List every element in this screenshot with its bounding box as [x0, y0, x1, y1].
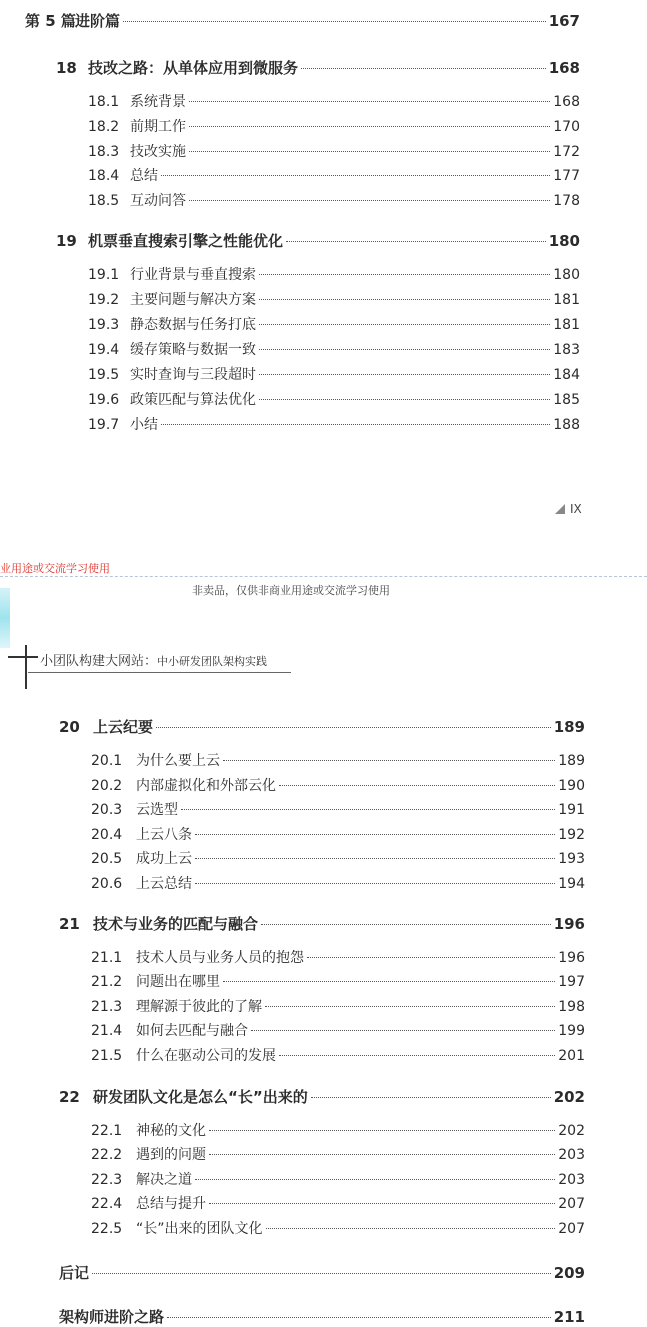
section-number: 19.6: [88, 392, 120, 408]
toc-section-row: [88, 314, 580, 334]
toc-section-row: [91, 996, 585, 1016]
section-title: 政策匹配与算法优化: [130, 392, 256, 408]
toc-section-row: [88, 289, 580, 309]
leader-dots: [161, 424, 550, 425]
leader-dots: [223, 981, 555, 982]
section-number: 19.4: [88, 342, 120, 358]
section-page: 181: [553, 317, 580, 333]
chapter-number: 19: [56, 232, 77, 250]
leader-dots: [286, 241, 546, 242]
toc-section-row: [88, 339, 580, 359]
section-page: 188: [553, 417, 580, 433]
backmatter-page: 211: [553, 1308, 585, 1326]
chapter-number: 18: [56, 59, 77, 77]
leader-dots: [195, 1179, 555, 1180]
section-title: 小结: [130, 417, 158, 433]
part-number: 第 5 篇: [25, 12, 76, 30]
leader-dots: [259, 274, 550, 275]
leader-dots: [259, 349, 550, 350]
section-page: 177: [553, 168, 580, 184]
toc-section-row: [91, 848, 585, 868]
chapter-title: 研发团队文化是怎么“长”出来的: [93, 1088, 308, 1106]
section-title: 上云总结: [136, 876, 192, 892]
leader-dots: [259, 299, 550, 300]
leader-dots: [209, 1154, 555, 1155]
leader-dots: [167, 1317, 551, 1318]
toc-chapter-row: [59, 913, 585, 934]
section-page: 192: [558, 827, 585, 843]
toc-section-row: [88, 389, 580, 409]
section-title: 行业背景与垂直搜索: [130, 267, 256, 283]
leader-dots: [156, 727, 551, 728]
section-title: 总结: [130, 168, 158, 184]
leader-dots: [259, 374, 550, 375]
section-number: 20.3: [91, 802, 123, 818]
toc-section-row: [88, 91, 580, 111]
section-page: 180: [553, 267, 580, 283]
section-number: 22.4: [91, 1196, 123, 1212]
section-number: 19.5: [88, 367, 120, 383]
section-page: 183: [553, 342, 580, 358]
toc-section-row: [88, 141, 580, 161]
section-number: 21.4: [91, 1023, 123, 1039]
section-number: 22.1: [91, 1123, 123, 1139]
section-title: 问题出在哪里: [136, 974, 220, 990]
chapter-title: 上云纪要: [93, 718, 154, 736]
chapter-title: 技术与业务的匹配与融合: [93, 915, 259, 933]
leader-dots: [209, 1130, 555, 1131]
section-title: 静态数据与任务打底: [130, 317, 256, 333]
toc-section-row: [88, 414, 580, 434]
toc-section-row: [91, 1120, 585, 1140]
leader-dots: [311, 1097, 551, 1098]
leader-dots: [223, 760, 555, 761]
section-number: 20.6: [91, 876, 123, 892]
section-number: 21.5: [91, 1048, 123, 1064]
toc-section-row: [91, 775, 585, 795]
page-divider: [0, 576, 647, 577]
section-title: 主要问题与解决方案: [130, 292, 256, 308]
section-number: 20.5: [91, 851, 123, 867]
leader-dots: [279, 1055, 555, 1056]
header-rule-horizontal: [8, 656, 38, 658]
section-page: 190: [558, 778, 585, 794]
section-title: 神秘的文化: [136, 1123, 206, 1139]
corner-triangle-icon: [555, 504, 565, 514]
section-number: 22.3: [91, 1172, 123, 1188]
chapter-page: 189: [553, 718, 585, 736]
backmatter-page: 209: [553, 1264, 585, 1282]
section-title: 技术人员与业务人员的抱怨: [136, 950, 304, 966]
watermark-red: 业用途或交流学习使用: [0, 562, 110, 575]
toc-section-row: [91, 799, 585, 819]
section-title: 上云八条: [136, 827, 192, 843]
toc-section-row: [91, 1193, 585, 1213]
toc-section-row: [91, 1045, 585, 1065]
leader-dots: [265, 1006, 555, 1007]
leader-dots: [261, 924, 551, 925]
section-title: 技改实施: [130, 144, 186, 160]
section-page: 185: [553, 392, 580, 408]
chapter-page: 168: [548, 59, 580, 77]
section-number: 19.7: [88, 417, 120, 433]
toc-chapter-row: [56, 57, 580, 78]
chapter-title: 机票垂直搜索引擎之性能优化: [88, 232, 284, 250]
backmatter-title: 后记: [59, 1264, 90, 1282]
leader-dots: [195, 834, 555, 835]
section-title: 总结与提升: [136, 1196, 206, 1212]
section-title: 什么在驱动公司的发展: [136, 1048, 276, 1064]
leader-dots: [189, 101, 550, 102]
toc-section-row: [91, 1020, 585, 1040]
section-number: 20.1: [91, 753, 123, 769]
section-page: 172: [553, 144, 580, 160]
leader-dots: [307, 957, 555, 958]
leader-dots: [279, 785, 555, 786]
toc-section-row: [88, 190, 580, 210]
section-title: 实时查询与三段超时: [130, 367, 256, 383]
section-title: 内部虚拟化和外部云化: [136, 778, 276, 794]
section-title: 成功上云: [136, 851, 192, 867]
toc-section-row: [88, 165, 580, 185]
toc-section-row: [88, 116, 580, 136]
section-title: 系统背景: [130, 94, 186, 110]
toc-chapter-row: [59, 1086, 585, 1107]
section-page: 168: [553, 94, 580, 110]
chapter-page: 202: [553, 1088, 585, 1106]
section-page: 203: [558, 1172, 585, 1188]
toc-section-row: [91, 1218, 585, 1238]
chapter-number: 20: [59, 718, 80, 736]
toc-section-row: [88, 364, 580, 384]
toc-section-row: [91, 971, 585, 991]
running-header-title: 小团队构建大网站：: [40, 654, 158, 669]
leader-dots: [195, 883, 555, 884]
section-number: 19.1: [88, 267, 120, 283]
section-page: 194: [558, 876, 585, 892]
running-header: [40, 650, 267, 669]
section-title: 前期工作: [130, 119, 186, 135]
section-number: 18.4: [88, 168, 120, 184]
toc-section-row: [91, 824, 585, 844]
leader-dots: [251, 1030, 555, 1031]
section-page: 170: [553, 119, 580, 135]
section-page: 197: [558, 974, 585, 990]
leader-dots: [181, 809, 555, 810]
leader-dots: [259, 399, 550, 400]
section-page: 202: [558, 1123, 585, 1139]
section-number: 19.2: [88, 292, 120, 308]
section-number: 20.4: [91, 827, 123, 843]
scan-edge-mark: [0, 588, 10, 648]
section-page: 193: [558, 851, 585, 867]
toc-backmatter-row: [59, 1262, 585, 1283]
leader-dots: [189, 200, 550, 201]
section-number: 21.3: [91, 999, 123, 1015]
section-number: 22.2: [91, 1147, 123, 1163]
section-page: 181: [553, 292, 580, 308]
leader-dots: [161, 175, 550, 176]
leader-dots: [123, 21, 546, 22]
section-page: 203: [558, 1147, 585, 1163]
header-underline: [28, 672, 291, 673]
section-title: 云选型: [136, 802, 178, 818]
folio-number: IX: [570, 502, 582, 516]
toc-chapter-row: [59, 716, 585, 737]
section-page: 199: [558, 1023, 585, 1039]
running-header-subtitle: 中小研发团队架构实践: [157, 655, 268, 668]
section-page: 207: [558, 1221, 585, 1237]
chapter-number: 22: [59, 1088, 80, 1106]
leader-dots: [209, 1203, 555, 1204]
section-page: 207: [558, 1196, 585, 1212]
section-page: 198: [558, 999, 585, 1015]
section-title: 缓存策略与数据一致: [130, 342, 256, 358]
section-number: 20.2: [91, 778, 123, 794]
backmatter-title: 架构师进阶之路: [59, 1308, 165, 1326]
toc-section-row: [91, 750, 585, 770]
toc-section-row: [91, 873, 585, 893]
section-page: 196: [558, 950, 585, 966]
section-number: 18.1: [88, 94, 120, 110]
section-number: 18.3: [88, 144, 120, 160]
leader-dots: [195, 858, 555, 859]
chapter-title: 技改之路：从单体应用到微服务: [88, 59, 299, 77]
section-page: 184: [553, 367, 580, 383]
chapter-page: 180: [548, 232, 580, 250]
section-title: 如何去匹配与融合: [136, 1023, 248, 1039]
toc-backmatter-row: [59, 1306, 585, 1327]
section-page: 191: [558, 802, 585, 818]
section-title: 遇到的问题: [136, 1147, 206, 1163]
leader-dots: [259, 324, 550, 325]
toc-section-row: [91, 1169, 585, 1189]
toc-chapter-row: [56, 230, 580, 251]
leader-dots: [189, 126, 550, 127]
toc-part-row: [25, 10, 580, 31]
section-title: 理解源于彼此的了解: [136, 999, 262, 1015]
leader-dots: [301, 68, 546, 69]
leader-dots: [92, 1273, 551, 1274]
section-number: 21.1: [91, 950, 123, 966]
section-title: 解决之道: [136, 1172, 192, 1188]
part-page: 167: [548, 12, 580, 30]
section-number: 18.5: [88, 193, 120, 209]
toc-section-row: [91, 947, 585, 967]
section-page: 178: [553, 193, 580, 209]
page-folio: [555, 502, 582, 516]
toc-section-row: [88, 264, 580, 284]
chapter-number: 21: [59, 915, 80, 933]
section-title: 互动问答: [130, 193, 186, 209]
section-title: “长”出来的团队文化: [136, 1221, 263, 1237]
header-rule-vertical: [25, 645, 27, 689]
section-number: 21.2: [91, 974, 123, 990]
section-number: 18.2: [88, 119, 120, 135]
section-number: 22.5: [91, 1221, 123, 1237]
leader-dots: [266, 1228, 556, 1229]
watermark-gray: 非卖品，仅供非商业用途或交流学习使用: [192, 584, 390, 597]
section-page: 189: [558, 753, 585, 769]
toc-section-row: [91, 1144, 585, 1164]
part-title: 进阶篇: [75, 12, 121, 30]
section-page: 201: [558, 1048, 585, 1064]
leader-dots: [189, 151, 550, 152]
section-title: 为什么要上云: [136, 753, 220, 769]
section-number: 19.3: [88, 317, 120, 333]
chapter-page: 196: [553, 915, 585, 933]
